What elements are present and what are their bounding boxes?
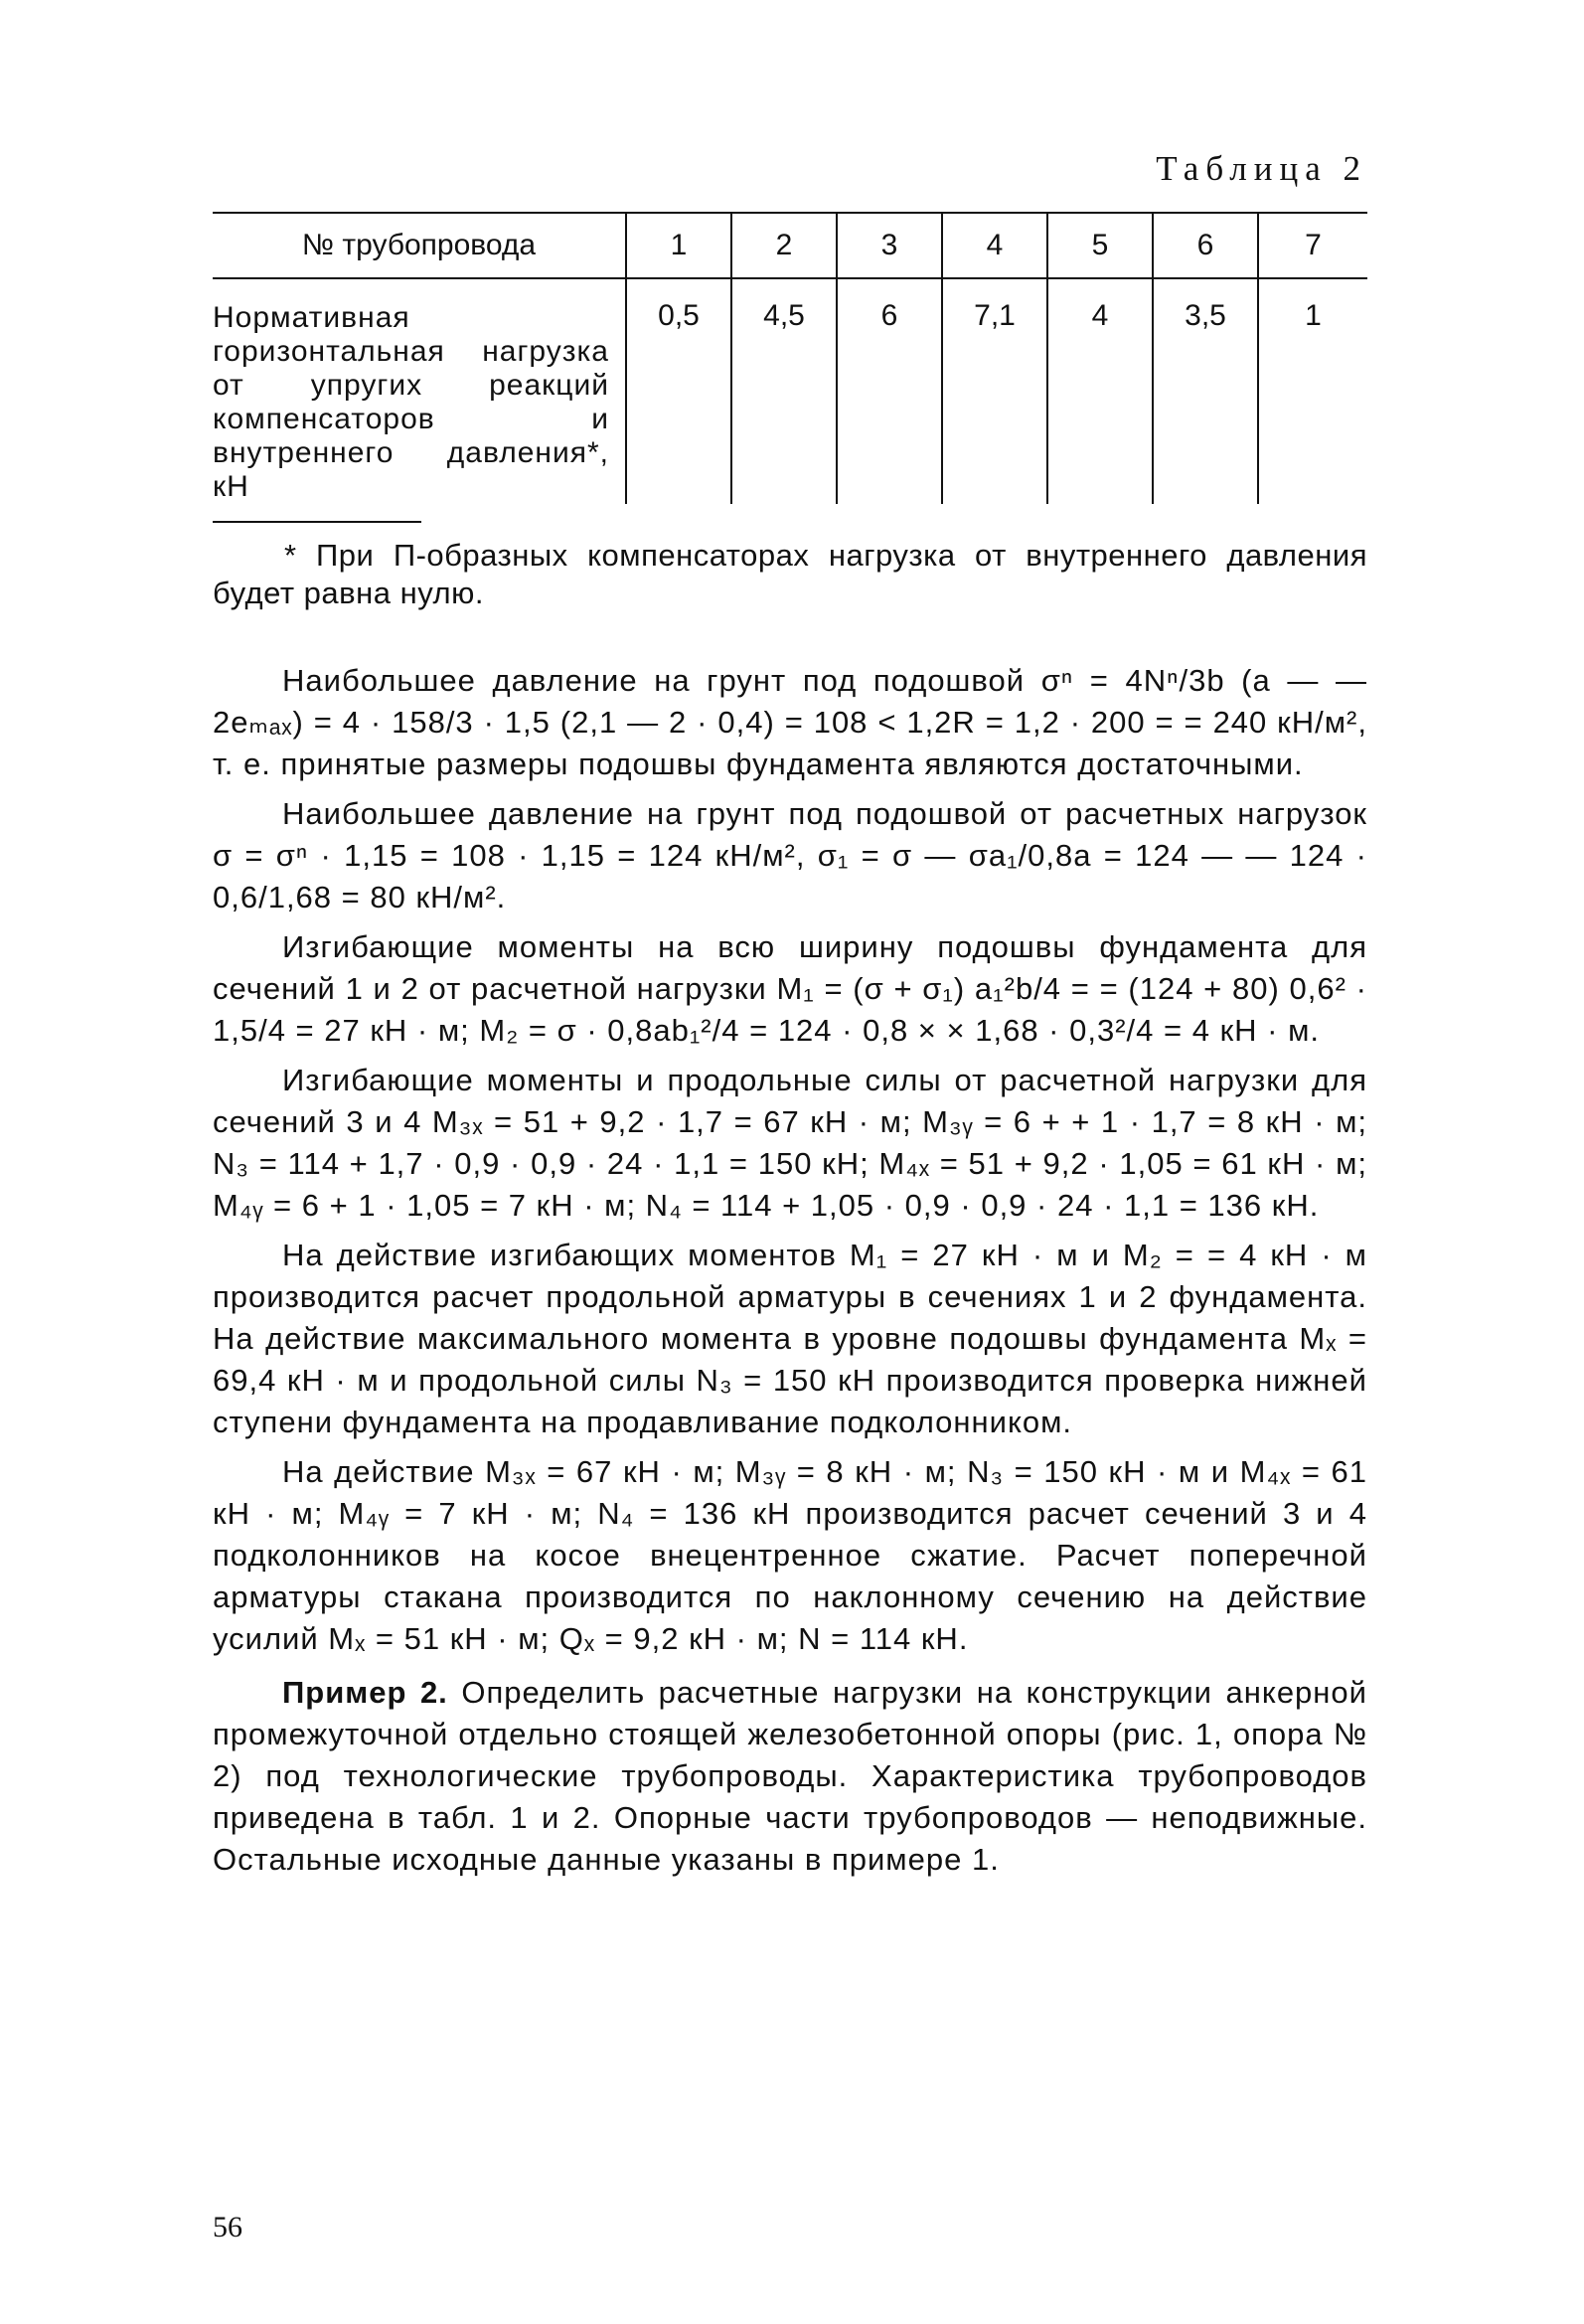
header-pipeline-number: № трубопровода [213,213,626,278]
page-number: 56 [213,2211,242,2243]
paragraph-design-ground-pressure: Наибольшее давление на грунт под подошвой от расчетных нагрузок σ = σⁿ · 1,15 = 108 · 1,15 = 124 кН/м², σ₁ = σ — σa₁/0,8a = 124 — — 124 · 0,6/1,68 = 80 кН/м². [213,796,1367,914]
paragraph-moments-forces-3-4: Изгибающие моменты и продольные силы от расчетной нагрузки для сечений 3 и 4 M₃ₓ = 51 + 9,2 · 1,7 = 67 кН · м; M₃ᵧ = 6 + + 1 · 1,7 = 8 кН · м; N₃ = 114 + 1,7 · 0,9 · 0,9 · 24 · 1,1 = 150 кН; M₄ₓ = 51 + 9,2 · 1,05 = 61 кН · м; M₄ᵧ = 6 + 1 · 1,05 = 7 кН · м; N₄ = 114 + 1,05 · 0,9 · 0,9 · 24 · 1,1 = 136 кН. [213,1063,1367,1223]
table-cell: 3,5 [1153,278,1258,504]
paragraph-example-2 [213,1672,1367,1881]
column-header: 5 [1047,213,1153,278]
example-text: Определить расчетные нагрузки на конструкции анкерной промежуточной отдельно стоящей железобетонной опоры (рис. 1, опора № 2) под технологические трубопроводы. Характеристика трубопроводов приведена в табл. 1 и 2. Опорные части трубопроводов — неподвижные. Остальные исходные данные указаны в примере 1. [213,1675,1367,1877]
row-label-horizontal-load: Нормативная горизонтальная нагрузка от упругих реакций компенсаторов и внутреннего давления*, кН [213,278,626,504]
paragraph-max-ground-pressure: Наибольшее давление на грунт под подошвой σⁿ = 4Nⁿ/3b (a — — 2eₘₐₓ) = 4 · 158/3 · 1,5 (2,1 — 2 · 0,4) = 108 < 1,2R = 1,2 · 200 = = 240 кН/м², т. е. принятые размеры подошвы фундамента являются достаточными. [213,663,1367,781]
column-header: 4 [942,213,1047,278]
table-row [213,278,1367,504]
table-cell: 4,5 [731,278,837,504]
table-footnote: * При П-образных компенсаторах нагрузка от внутреннего давления будет равна нулю. [213,538,1367,610]
table-cell: 4 [1047,278,1153,504]
paragraph-bending-moments-1-2: Изгибающие моменты на всю ширину подошвы фундамента для сечений 1 и 2 от расчетной нагрузки M₁ = (σ + σ₁) a₁²b/4 = = (124 + 80) 0,6² · 1,5/4 = 27 кН · м; M₂ = σ · 0,8ab₁²/4 = 124 · 0,8 × × 1,68 · 0,3²/4 = 4 кН · м. [213,929,1367,1048]
paragraph-eccentric-compression: На действие M₃ₓ = 67 кН · м; M₃ᵧ = 8 кН · м; N₃ = 150 кН · м и M₄ₓ = 61 кН · м; M₄ᵧ = 7 кН · м; N₄ = 136 кН производится расчет сечений 3 и 4 подколонников на косое внецентренное сжатие. Расчет поперечной арматуры стакана производится по наклонному сечению на действие усилий Mₓ = 51 кН · м; Qₓ = 9,2 кН · м; N = 114 кН. [213,1454,1367,1656]
example-label: Пример 2. [282,1675,448,1710]
table-cell: 6 [837,278,942,504]
table-cell: 7,1 [942,278,1047,504]
table-cell: 1 [1258,278,1367,504]
paragraph-reinforcement-calculation: На действие изгибающих моментов M₁ = 27 кН · м и M₂ = = 4 кН · м производится расчет продольной арматуры в сечениях 1 и 2 фундамента. На действие максимального момента в уровне подошвы фундамента Mₓ = 69,4 кН · м и продольной силы N₃ = 150 кН производится проверка нижней ступени фундамента на продавливание подколонником. [213,1238,1367,1439]
column-header: 6 [1153,213,1258,278]
table-title: Таблица 2 [1156,149,1367,188]
table-header-row [213,213,1367,278]
pipeline-load-table [213,212,1367,504]
column-header: 7 [1258,213,1367,278]
column-header: 1 [626,213,731,278]
footnote-divider [213,521,421,523]
column-header: 2 [731,213,837,278]
body-text [213,660,1367,1889]
table-cell: 0,5 [626,278,731,504]
column-header: 3 [837,213,942,278]
